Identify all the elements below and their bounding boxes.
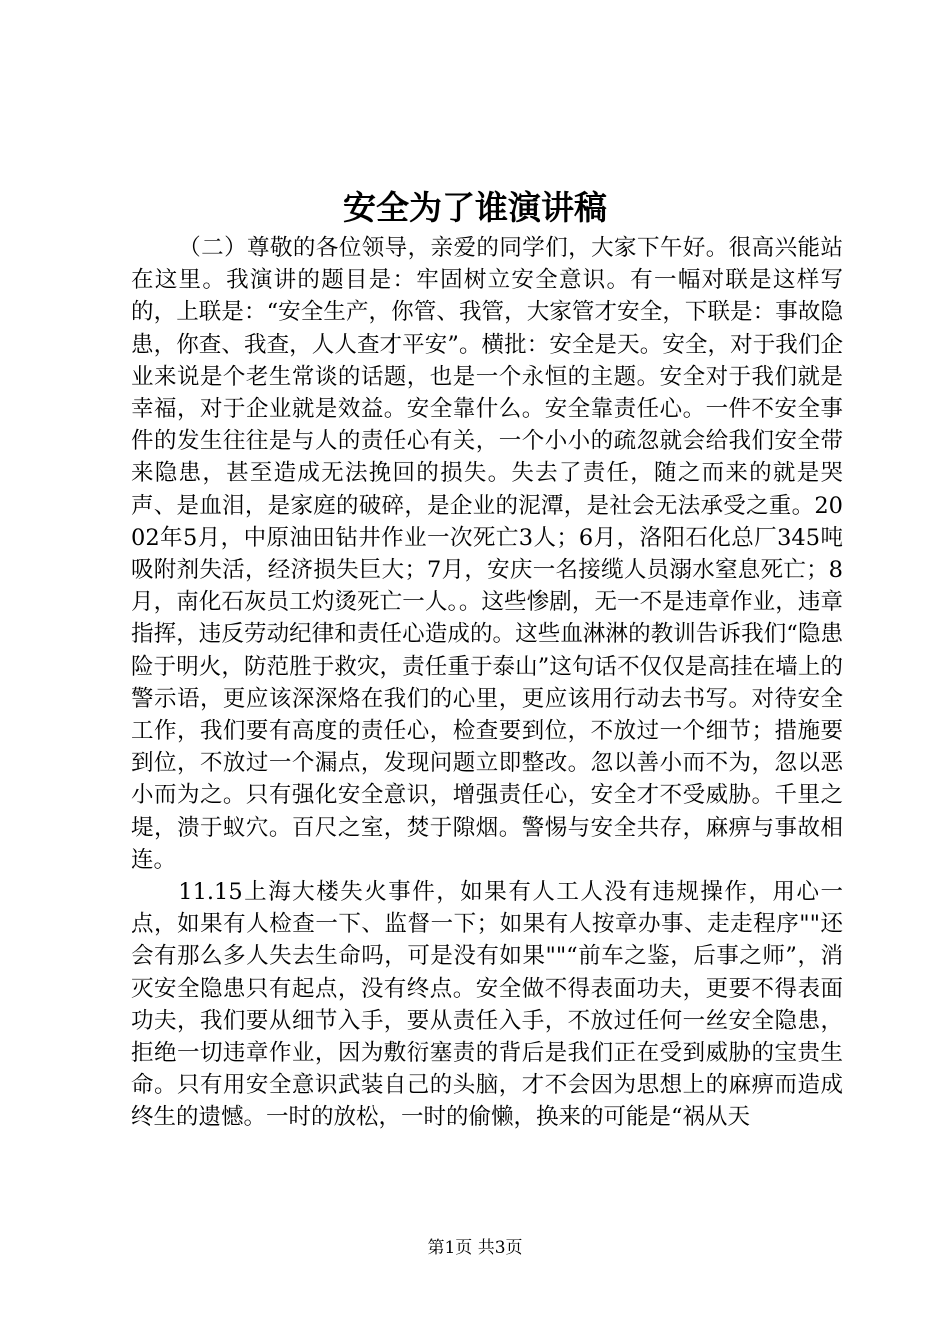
document-body <box>131 232 843 1134</box>
paragraph-1: （二）尊敬的各位领导，亲爱的同学们，大家下午好。很高兴能站在这里。我演讲的题目是：牢固树立安全意识。有一幅对联是这样写的，上联是：“安全生产，你管、我管，大家管才安全，下联是：事故隐患，你查、我查，人人查才平安”。横批：安全是天。安全，对于我们企业来说是个老生常谈的话题，也是一个永恒的主题。安全对于我们就是幸福，对于企业就是效益。安全靠什么。安全靠责任心。一件不安全事件的发生往往是与人的责任心有关，一个小小的疏忽就会给我们安全带来隐患，甚至造成无法挽回的损失。失去了责任，随之而来的就是哭声、是血泪，是家庭的破碎，是企业的泥潭，是社会无法承受之重。2002年5月，中原油田钻井作业一次死亡3人；6月，洛阳石化总厂345吨吸附剂失活，经济损失巨大；7月，安庆一名接缆人员溺水窒息死亡；8月，南化石灰员工灼烫死亡一人。。这些惨剧，无一不是违章作业，违章指挥，违反劳动纪律和责任心造成的。这些血淋淋的教训告诉我们“隐患险于明火，防范胜于救灾，责任重于泰山”这句话不仅仅是高挂在墙上的警示语，更应该深深烙在我们的心里，更应该用行动去书写。对待安全工作，我们要有高度的责任心，检查要到位，不放过一个细节；措施要到位，不放过一个漏点，发现问题立即整改。忽以善小而不为，忽以恶小而为之。只有强化安全意识，增强责任心，安全才不受威胁。千里之堤，溃于蚁穴。百尺之室，焚于隙烟。警惕与安全共存，麻痹与事故相连。 <box>131 235 843 873</box>
page-indicator: 第1页 共3页 <box>427 1238 523 1258</box>
paragraph-2: 11.15上海大楼失火事件，如果有人工人没有违规操作，用心一点，如果有人检查一下、监督一下；如果有人按章办事、走走程序""还会有那么多人失去生命吗，可是没有如果""“前车之鉴，后事之师”，消灭安全隐患只有起点，没有终点。安全做不得表面功夫，更要不得表面功夫，我们要从细节入手，要从责任入手，不放过任何一丝安全隐患，拒绝一切违章作业，因为敷衍塞责的背后是我们正在受到威胁的宝贵生命。只有用安全意识武装自己的头脑，才不会因为思想上的麻痹而造成终生的遗憾。一时的放松，一时的偷懒，换来的可能是“祸从天 <box>131 879 843 1131</box>
page-footer <box>0 1236 950 1260</box>
document-title: 安全为了谁演讲稿 <box>343 188 607 227</box>
